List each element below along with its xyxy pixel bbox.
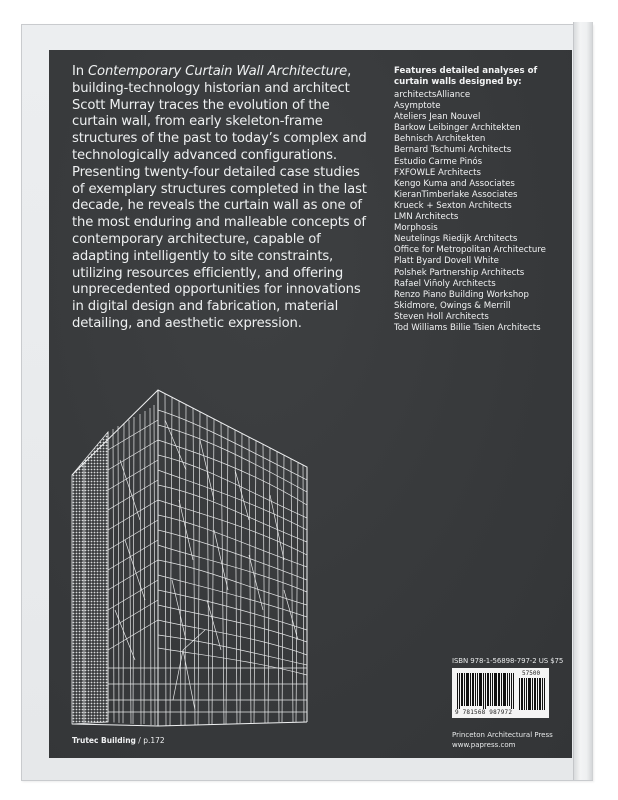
illustration-caption <box>72 736 165 745</box>
blurb-body: , building-technology historian and architect Scott Murray traces the evolution of the curtain wall, from early skeleton-frame structures of the past to today’s complex and technologically advanced configurations. Presenting twenty-four detailed case studies of exemplary structures completed in the last decade, he reveals the curtain wall as one of the most enduring and malleable concepts of contemporary architecture, capable of adapting intelligently to site constraints, utilizing resources efficiently, and offering unprecedented opportunities for innovations in digital design and fabrication, material detailing, and aesthetic expression. <box>72 64 367 331</box>
barcode-main-bars <box>457 673 515 709</box>
firm-item: Rafael Viñoly Architects <box>394 278 496 289</box>
firm-item: KieranTimberlake Associates <box>394 189 518 200</box>
firm-item: Renzo Piano Building Workshop <box>394 289 529 300</box>
firm-item: Morphosis <box>394 223 438 234</box>
publisher-url: www.papress.com <box>452 741 516 749</box>
firm-item: Platt Byard Dovell White <box>394 256 499 267</box>
firm-item: Estudio Carme Pinós <box>394 156 483 167</box>
firm-item: Tod Williams Billie Tsien Architects <box>394 322 541 333</box>
isbn-price: ISBN 978-1-56898-797-2 US $75 <box>452 657 564 665</box>
firm-item: Neutelings Riedijk Architects <box>394 234 518 245</box>
firm-item: Kengo Kuma and Associates <box>394 178 515 189</box>
barcode <box>452 668 549 718</box>
features-heading: Features detailed analyses of curtain walls designed by: <box>394 66 538 87</box>
wireframe-building-illustration <box>60 380 320 740</box>
publisher-block <box>452 730 553 750</box>
blurb-prefix: In <box>72 64 88 79</box>
blurb-text <box>72 64 372 333</box>
firm-item: Ateliers Jean Nouvel <box>394 112 481 123</box>
firm-item: Steven Holl Architects <box>394 311 489 322</box>
book-spine <box>573 22 593 780</box>
firm-item: Krueck + Sexton Architects <box>394 200 512 211</box>
barcode-addon-bars <box>519 678 545 710</box>
barcode-main-digits: 9 781568 987972 <box>455 709 513 716</box>
caption-page-ref: / p.172 <box>135 736 165 745</box>
firm-item: LMN Architects <box>394 212 459 223</box>
firm-item: Barkow Leibinger Architekten <box>394 123 521 134</box>
publisher-name: Princeton Architectural Press <box>452 731 553 739</box>
firm-list <box>394 90 569 334</box>
firm-item: Office for Metropolitan Architecture <box>394 245 546 256</box>
firm-item: Behnisch Architekten <box>394 134 486 145</box>
firm-item: FXFOWLE Architects <box>394 167 481 178</box>
book-title-italic: Contemporary Curtain Wall Architecture <box>88 64 348 79</box>
firm-item: architectsAlliance <box>394 90 471 100</box>
barcode-addon-digits: 57500 <box>522 670 541 677</box>
caption-building-name: Trutec Building <box>72 736 136 745</box>
firm-item: Bernard Tschumi Architects <box>394 145 512 156</box>
firm-item: Asymptote <box>394 101 441 112</box>
features-column <box>394 66 569 334</box>
firm-item: Polshek Partnership Architects <box>394 267 525 278</box>
firm-item: Skidmore, Owings & Merrill <box>394 300 511 311</box>
